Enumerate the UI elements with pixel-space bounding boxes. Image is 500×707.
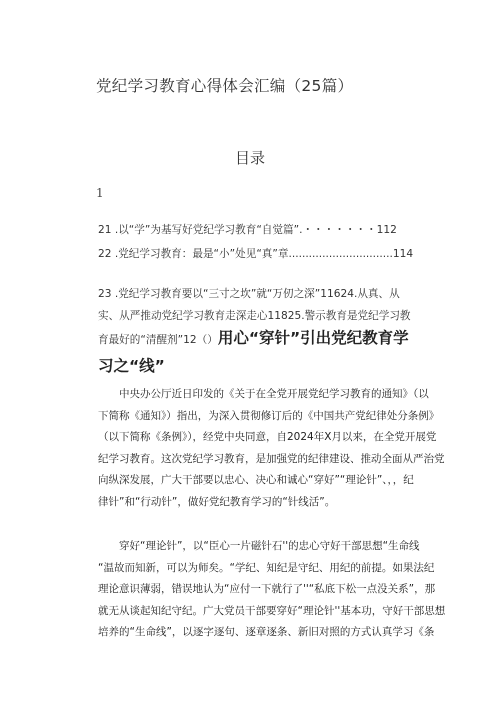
text-line: 向纵深发展，广大干部要以忠心、决心和诚心“穿好”“理论针”、，，纪 [98,474,414,487]
text-line: 就无从谈起知纪守纪。广大党员干部要穿好“理论针''基本功，守好干部思想 [98,604,446,617]
text-line: 穿好“理论针”，以“臣心一片磁针石''的忠心守好干部思想“生命线 [98,540,420,552]
toc-entry-22: 22 .党纪学习教育：最是“小”处见“真”章...............................114 [98,248,414,260]
paragraph-2 [98,536,446,644]
toc-block-line: 实、从严推动党纪学习教育走深走心11825.警示教育是党纪学习教 [98,310,411,322]
toc-block-line-with-heading [98,327,438,349]
text-line: “温故而知新，可以为师矣。“学纪、知纪是守纪、用纪的前提。如果法纪 [98,561,435,574]
toc-heading: 目录 [234,149,265,167]
text-line: 理论意识薄弱，错误地认为“应付一下就行了''“私底下松一点没关系”，那 [98,583,436,596]
toc-entry-21: 21 .以“学”为基写好党纪学习教育“自觉篇”.・・・・・・・112 [98,224,397,236]
article-heading: 用心“穿针”引出党纪教育学 [217,329,409,347]
article-heading-continued: 习之“线” [98,357,165,375]
text-line: 下简称《通知》）指出，为深入贯彻修订后的《中国共产党纪律处分条例》 [98,409,440,422]
document-title: 党纪学习教育心得体会汇编（25篇） [96,77,354,95]
text-line: （以下简称《条例》），经党中央同意，自2024年X月以来，在全党开展党 [98,431,437,444]
toc-block-line: 23 .党纪学习教育要以“三寸之坎”就“万仞之深”11624.从真、从 [98,288,400,300]
text-line: 中央办公厅近日印发的《关于在全党开展党纪学习教育的通知》（以 [98,388,429,400]
toc-entries-block [98,283,438,349]
text-line: 纪学习教育。这次党纪学习教育，是加强党的纪律建设、推动全面从严治党 [98,452,445,465]
toc-block-line: 育最好的“清醒剂”12（） [98,334,218,346]
toc-page-number: 1 [96,186,104,200]
text-line: 律针”和“行动针”，做好党纪教育学习的“针线活”。 [98,495,336,508]
paragraph-1 [98,384,445,514]
text-line: 培养的“生命线”，以逐字逐句、逐章逐条、新旧对照的方式认真学习《条 [98,626,435,639]
